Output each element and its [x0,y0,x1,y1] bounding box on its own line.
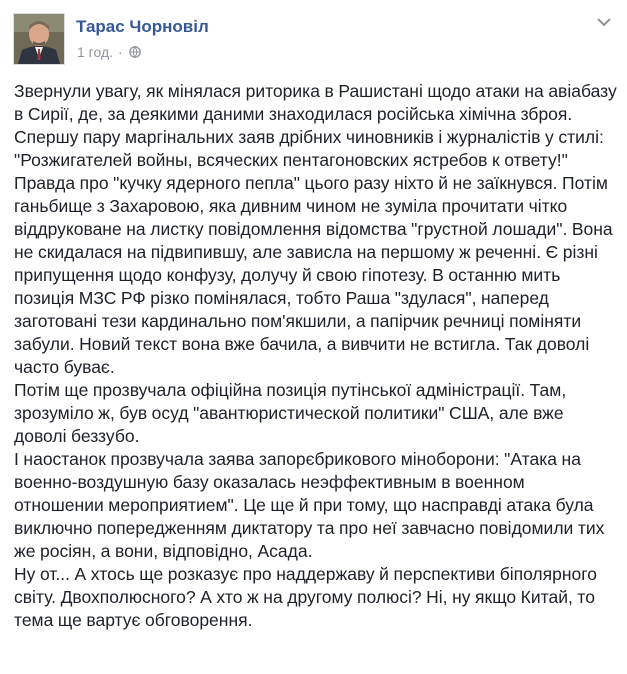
globe-icon[interactable] [129,46,141,58]
chevron-down-icon[interactable] [596,16,612,28]
meta-separator: · [118,44,123,60]
post-paragraph: Потім ще прозвучала офіційна позиція путінської адміністрації. Там, зрозуміло ж, був осуд "авантюристической политики" США, але вже доволі беззубо. [14,380,567,446]
post-meta [77,44,141,60]
author-name[interactable]: Тарас Чорновіл [76,17,209,36]
post-paragraph: Ну от... А хтось ще розказує про наддержаву й перспективи біполярного світу. Двохполюсного? А хто ж на другому полюсі? Ні, ну якщо Китай, то тема ще вартує обговорення. [14,564,597,630]
avatar[interactable] [13,13,65,65]
post-paragraph: Звернули увагу, як мінялася риторика в Рашистані щодо атаки на авіабазу в Сирії, де, за деякими даними знаходилася російська хімічна зброя. Спершу пару маргінальних заяв дрібних чиновників і журналістів у стилі: "Розжигателей войны, всяческих пентагоновских ястребов к ответу!" Правда про "кучку ядерного пепла" цього разу ніхто й не заїкнувся. Потім ганьбище з Захаровою, яка дивним чином не зуміла прочитати чітко віддруковане на листку повідомлення відомства "грустной лошади". Вона не скидалася на підвипившу, але зависла на першому ж реченні. Є різні припущення щодо конфузу, долучу й свою гіпотезу. В останню мить позиція МЗС РФ різко помінялася, тобто Раша "здулася", наперед заготовані тези кардинально пом'якшили, а папірчик речниці поміняти забули. Новий текст вона вже бачила, а вивчити не встигла. Так доволі часто буває. [14,81,617,377]
post-timestamp[interactable]: 1 год. [77,44,114,60]
post-header [0,0,627,78]
avatar-photo [14,14,64,64]
post-text [14,80,618,632]
post-paragraph: І наостанок прозвучала заява запорєбрикового міноборони: "Атака на военно-воздушную базу оказалась неэффективным в военном отношении мероприятием". Це ще й при тому, що насправді атака була виключно попередженням диктатору та про неї завчасно повідомили тих же росіян, а вони, відповідно, Асада. [14,449,605,561]
